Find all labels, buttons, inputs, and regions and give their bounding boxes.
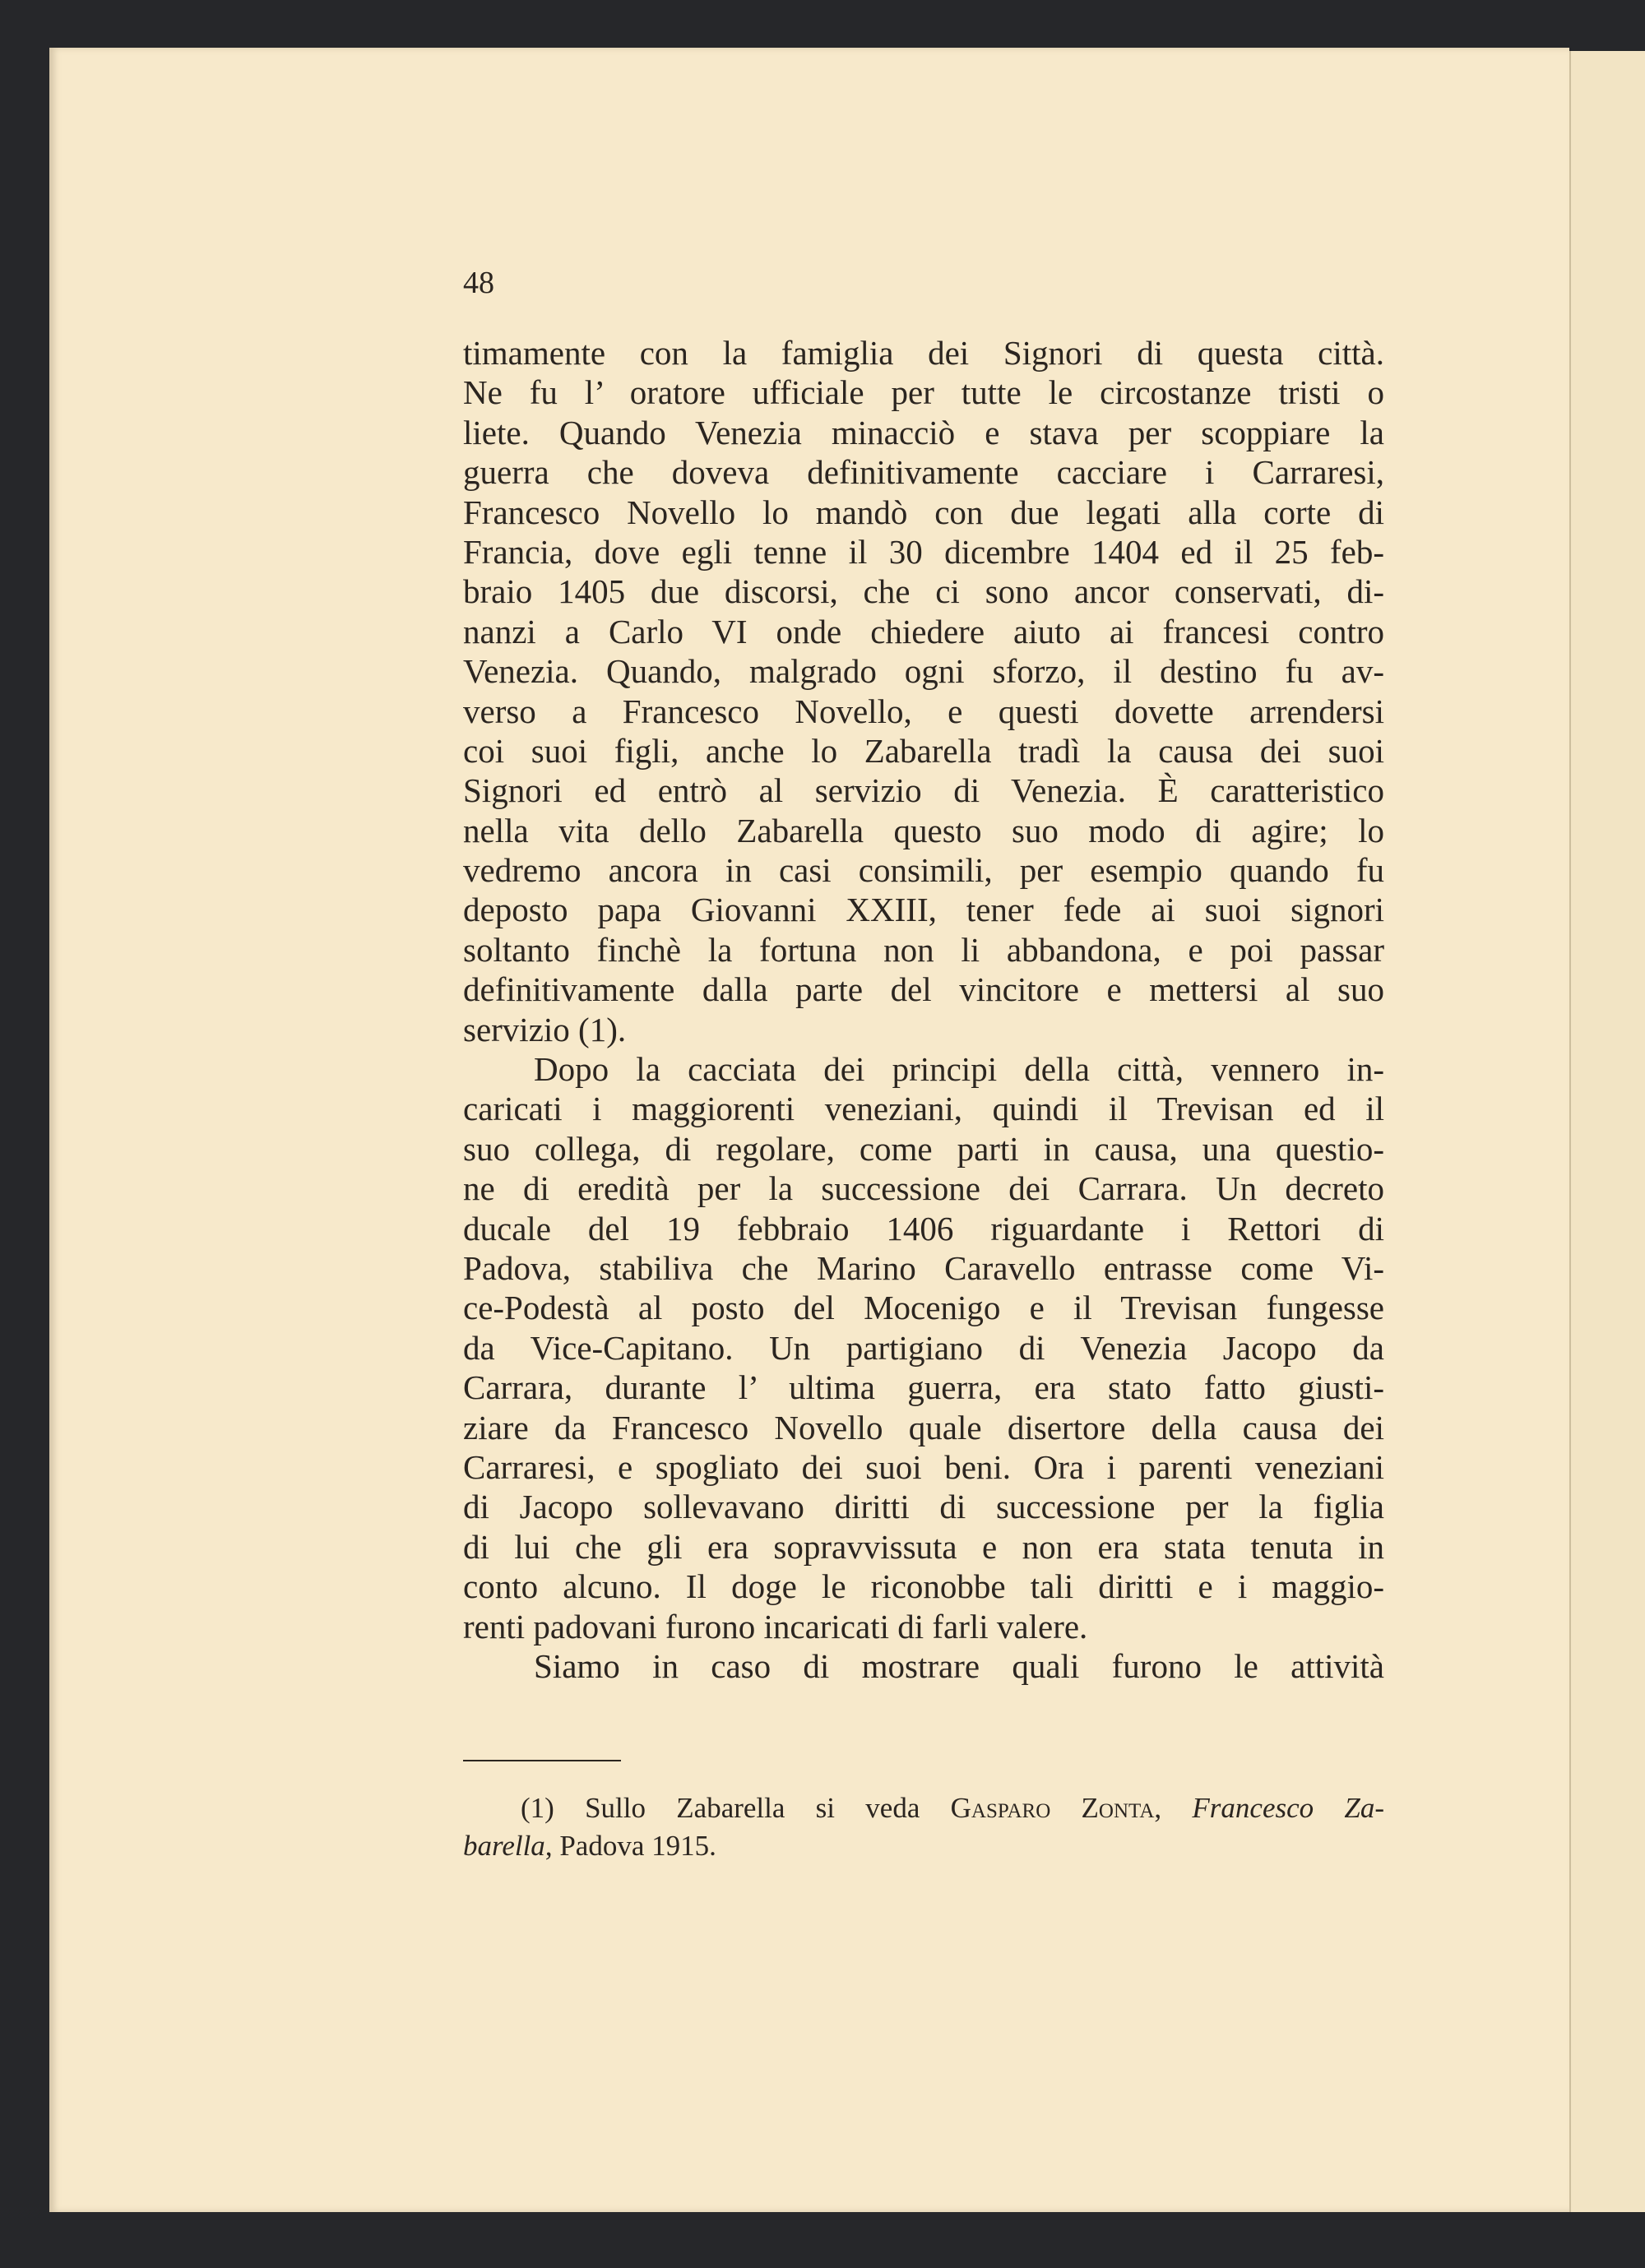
text-line: Dopo la cacciata dei principi della città, vennero in- xyxy=(534,1050,1384,1089)
text-line: suo collega, di regolare, come parti in causa, una questio- xyxy=(463,1129,1384,1168)
text-line: nanzi a Carlo VI onde chiedere aiuto ai francesi contro xyxy=(463,612,1384,650)
text-line: Signori ed entrò al servizio di Venezia. È caratteristico xyxy=(463,771,1384,810)
text-line: ce-Podestà al posto del Mocenigo e il Trevisan fungesse xyxy=(463,1289,1384,1327)
footnote-title: Francesco Za- xyxy=(1192,1792,1385,1824)
text-line: nella vita dello Zabarella questo suo modo di agire; lo xyxy=(463,811,1384,849)
text-line: Siamo in caso di mostrare quali furono le attività xyxy=(534,1646,1384,1685)
text-line: Francia, dove egli tenne il 30 dicembre 1404 ed il 25 feb- xyxy=(463,532,1384,571)
text-line: Venezia. Quando, malgrado ogni sforzo, il destino fu av- xyxy=(463,652,1384,691)
text-line: verso a Francesco Novello, e questi dovette arrendersi xyxy=(463,692,1384,730)
text-line: vedremo ancora in casi consimili, per esempio quando fu xyxy=(463,851,1384,890)
footnote xyxy=(463,1789,1384,1865)
text-line: Padova, stabiliva che Marino Caravello entrasse come Vi- xyxy=(463,1248,1384,1287)
body-text xyxy=(463,333,1384,1686)
text-line: caricati i maggiorenti veneziani, quindi il Trevisan ed il xyxy=(463,1090,1384,1128)
text-line: soltanto finchè la fortuna non li abbandona, e poi passar xyxy=(463,930,1384,969)
text-line: ziare da Francesco Novello quale disertore della causa dei xyxy=(463,1408,1384,1446)
text-line: ne di eredità per la successione dei Carrara. Un decreto xyxy=(463,1169,1384,1208)
footnote-line: barella, Padova 1915. xyxy=(463,1830,716,1862)
text-line: ducale del 19 febbraio 1406 riguardante i Rettori di xyxy=(463,1209,1384,1247)
text-line: di lui che gli era sopravvissuta e non era stata tenuta in xyxy=(463,1527,1384,1566)
text-line: servizio (1). xyxy=(463,1010,627,1048)
text-line: Francesco Novello lo mandò con due legati alla corte di xyxy=(463,493,1384,531)
text-line: coi suoi figli, anche lo Zabarella tradì la causa dei suoi xyxy=(463,731,1384,770)
text-line: Ne fu l’ oratore ufficiale per tutte le circostanze tristi o xyxy=(463,373,1384,412)
text-line: liete. Quando Venezia minacciò e stava per scoppiare la xyxy=(463,413,1384,451)
text-line: conto alcuno. Il doge le riconobbe tali diritti e i maggio- xyxy=(463,1567,1384,1606)
page-number: 48 xyxy=(463,266,494,300)
text-line: di Jacopo sollevavano diritti di successione per la figlia xyxy=(463,1488,1384,1526)
footnote-author: Gasparo Zonta xyxy=(950,1792,1155,1824)
footnote-line: (1) Sullo Zabarella si veda Gasparo Zonta, Francesco Za- xyxy=(521,1792,1385,1824)
text-line: Carraresi, e spogliato dei suoi beni. Ora i parenti veneziani xyxy=(463,1447,1384,1486)
footnote-separator xyxy=(463,1760,621,1761)
text-line: Carrara, durante l’ ultima guerra, era stato fatto giusti- xyxy=(463,1368,1384,1407)
text-line: da Vice-Capitano. Un partigiano di Venezia Jacopo da xyxy=(463,1328,1384,1367)
text-line: guerra che doveva definitivamente cacciare i Carraresi, xyxy=(463,453,1384,492)
next-page-edge xyxy=(1569,51,1645,2212)
text-line: timamente con la famiglia dei Signori di questa città. xyxy=(463,334,1384,372)
text-line: deposto papa Giovanni XXIII, tener fede ai suoi signori xyxy=(463,891,1384,929)
text-line: definitivamente dalla parte del vincitore e mettersi al suo xyxy=(463,970,1384,1009)
text-line: renti padovani furono incaricati di farli valere. xyxy=(463,1607,1088,1645)
text-line: braio 1405 due discorsi, che ci sono ancor conservati, di- xyxy=(463,572,1384,611)
